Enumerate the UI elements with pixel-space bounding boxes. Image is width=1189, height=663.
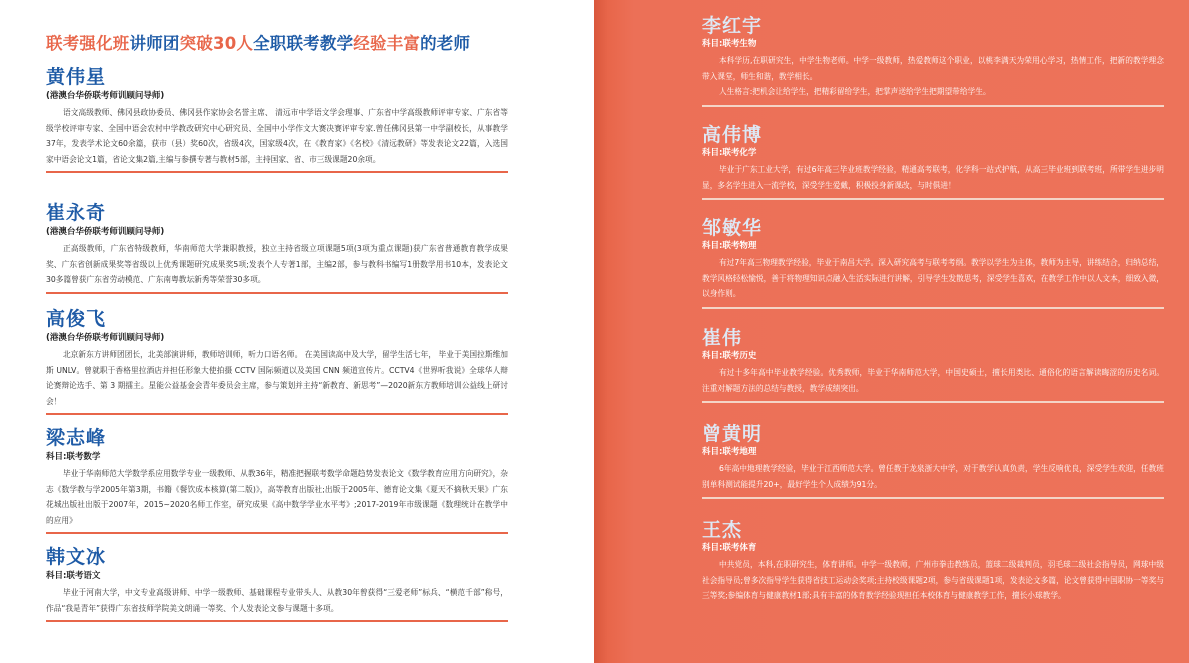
divider: [702, 105, 1164, 107]
teacher-card-zeng-huangming: [702, 423, 1164, 499]
teacher-bio: 有过7年高三物理教学经验，毕业于南昌大学。深入研究高考与联考考纲。教学以学生为主体，教师为主导，讲练结合，归纳总结，教学风格轻松愉悦，善于将物理知识点融入生活实际进行讲解，引导学生发散思考，深受学生喜欢，在教学工作中以人文本，细致入微，以身作则。: [702, 258, 1164, 299]
teacher-bio: 语文高级教师、佛冈县政协委员、佛冈县作家协会名誉主席、 清远市中学语文学会理事、广东省中学高级教师评审专家、广东省等级学校评审专家、全国中语会农村中学教改研究中心研究员、全国中小学作文大赛决赛评审专家.曾任佛冈县第一中学副校长，从事教学37年，发表学术论文60余篇，获市（县）奖60次，省级4次，国家级4次，在《教育家》《名校》《清远教研》等发表论文22篇，入选国家中语会论文1篇，省论文集2篇,主编与参撰专著与教材5部，主持国家、省、市三级课题20余项。: [46, 108, 508, 164]
divider: [46, 171, 508, 173]
headline-part: 讲师团: [129, 34, 180, 53]
teacher-card-gao-weibo: [702, 124, 1164, 200]
teacher-card-li-hongyu: [702, 15, 1164, 107]
headline-part: 的老师: [420, 34, 471, 53]
teacher-name: 邹敏华: [702, 217, 763, 239]
teacher-title: 科目:联考物理: [702, 241, 757, 251]
teacher-bio: 6年高中地理教学经验，毕业于江西师范大学。曾任教于龙泉浙大中学，对于教学认真负责，学生反响优良，深受学生欢迎，任教班别单科测试能提升20+，最好学生个人成绩为91分。: [702, 464, 1164, 489]
teacher-name: 黄伟星: [46, 66, 107, 88]
teacher-bio: 北京新东方讲师团团长，北美部演讲师，教师培训师，听力口语名师。 在美国读高中及大学，留学生活七年， 毕业于美国拉斯维加斯 UNLV。曾就职于香格里拉酒店并担任形象大使拍摄 CCTV 国际频道以及美国 CNN 频道宣传片。CCTV4《世界听我说》全球华人辩论赛辩论选手、第 3 期擂主。星能公益基金会青年委员会主席，参与策划并主持“新教育、新思考”—2020新东方教师培训公益线上研讨会！: [46, 350, 508, 406]
teacher-bio: 正高级教师，广东省特级教师，华南师范大学兼职教授，独立主持省级立项课题5项(3项为重点课题)获广东省普通教育教学成果奖、广东省创新成果奖等省级以上优秀课题研究成果奖5项;发表个人专著1部，主编2部，参与教科书编写1册数学用书10本，发表论文30多篇曾获广东省劳动模范、广东南粤教坛新秀等荣誉30多项。: [46, 244, 508, 285]
teacher-bio: 毕业于河南大学，中文专业高级讲师、中学一级教师、基础课程专业带头人、从教30年曾获得“三爱老师”标兵、“横范千部”称号，作品“我是青年”获得广东省技师学院美文朗诵一等奖、个人发表论文参与课题十多项。: [46, 588, 508, 613]
teacher-card-cui-yongqi: [46, 202, 508, 294]
teacher-title: 科目:联考体育: [702, 543, 757, 553]
headline-part: 经验丰富: [353, 34, 421, 53]
teacher-name: 高俊飞: [46, 308, 107, 330]
teacher-title: (港澳台华侨联考师训顾问导师): [46, 227, 165, 237]
teacher-name: 王杰: [702, 519, 743, 541]
divider: [46, 532, 508, 534]
headline-part: 全职联考教学: [253, 34, 354, 53]
teacher-bio: 毕业于广东工业大学，有过6年高三毕业班教学经验，精通高考联考，化学科一站式护航，从高三毕业班到联考班，所带学生进步明显，多名学生进入一流学校，深受学生爱戴，积极投身新课改，与时俱进！: [702, 165, 1164, 190]
divider: [702, 497, 1164, 499]
teacher-title: 科目:联考数学: [46, 452, 101, 462]
divider: [702, 198, 1164, 200]
teacher-motto: 人生格言:把机会让给学生，把精彩留给学生，把掌声送给学生把期望带给学生。: [718, 87, 991, 97]
teacher-bio: 有过十多年高中毕业教学经验。优秀教师，毕业于华南师范大学，中国史硕士，擅长用类比、通俗化的语言解读晦涩的历史名词。注重对解题方法的总结与教授，教学成绩突出。: [702, 368, 1164, 393]
teacher-title: 科目:联考语文: [46, 571, 101, 581]
teacher-name: 梁志峰: [46, 427, 107, 449]
teacher-title: 科目:联考地理: [702, 447, 757, 457]
divider: [46, 413, 508, 415]
teacher-card-han-wenbing: [46, 546, 508, 622]
teacher-title: 科目:联考化学: [702, 148, 757, 158]
teacher-title: (港澳台华侨联考师训顾问导师): [46, 333, 165, 343]
teacher-name: 李红宇: [702, 15, 763, 37]
teacher-card-wang-jie: [702, 519, 1164, 604]
teacher-name: 高伟博: [702, 124, 763, 146]
divider: [702, 401, 1164, 403]
teacher-title: 科目:联考生物: [702, 39, 757, 49]
teacher-card-cui-wei: [702, 327, 1164, 403]
teacher-card-liang-zhifeng: [46, 427, 508, 534]
divider: [46, 620, 508, 622]
divider: [702, 307, 1164, 309]
teacher-card-zou-minhua: [702, 217, 1164, 309]
divider: [46, 292, 508, 294]
teacher-bio: 中共党员，本科,在职研究生，体育讲师。中学一级教师，广州市拳击教练员，篮球二级裁判员，羽毛球二级社会指导员，网球中级社会指导员;曾多次指导学生获得省技工运动会奖项;主持校级课题2项，参与省级课题1项，发表论文多篇，论文曾获得中国职协一等奖与三等奖;参编体育与健康教材1部;具有丰富的体育教学经验现担任本校体育与健康教学工作，擅长小球教学。: [702, 560, 1164, 601]
teacher-bio: 毕业于华南师范大学数学系应用数学专业一级教师、从教36年，精准把握联考数学命题趋势发表论文《数学教育应用方向研究》，杂志《数学教与学2005年第3期，书籍《餐饮成本核算(第二版)》，高等教育出版社;出版于2005年、德育论文集《夏天不摘秋天果》广东花城出版社出版于2007年，2015~2020名师工作室，研究成果《高中数学学业水平考》;2017-2019年市级课题《数理统计在教学中的应用》: [46, 469, 508, 525]
teacher-name: 崔伟: [702, 327, 743, 349]
headline-part: 突破30人: [179, 34, 254, 53]
teacher-bio: 本科学历,在职研究生，中学生物老师。中学一级教师，热爱教师这个职业，以桃李满天为荣用心学习，热情工作，把新的教学理念带入课堂，师生和谐，教学相长。: [702, 56, 1164, 81]
teacher-title: (港澳台华侨联考师训顾问导师): [46, 91, 165, 101]
headline-part: 联考强化班: [46, 34, 130, 53]
teacher-card-gao-junfei: [46, 308, 508, 415]
teacher-title: 科目:联考历史: [702, 351, 757, 361]
teacher-card-huang-weixing: [46, 66, 508, 173]
teacher-name: 曾黄明: [702, 423, 763, 445]
teacher-name: 崔永奇: [46, 202, 107, 224]
teacher-name: 韩文冰: [46, 546, 107, 568]
headline: [46, 30, 546, 54]
